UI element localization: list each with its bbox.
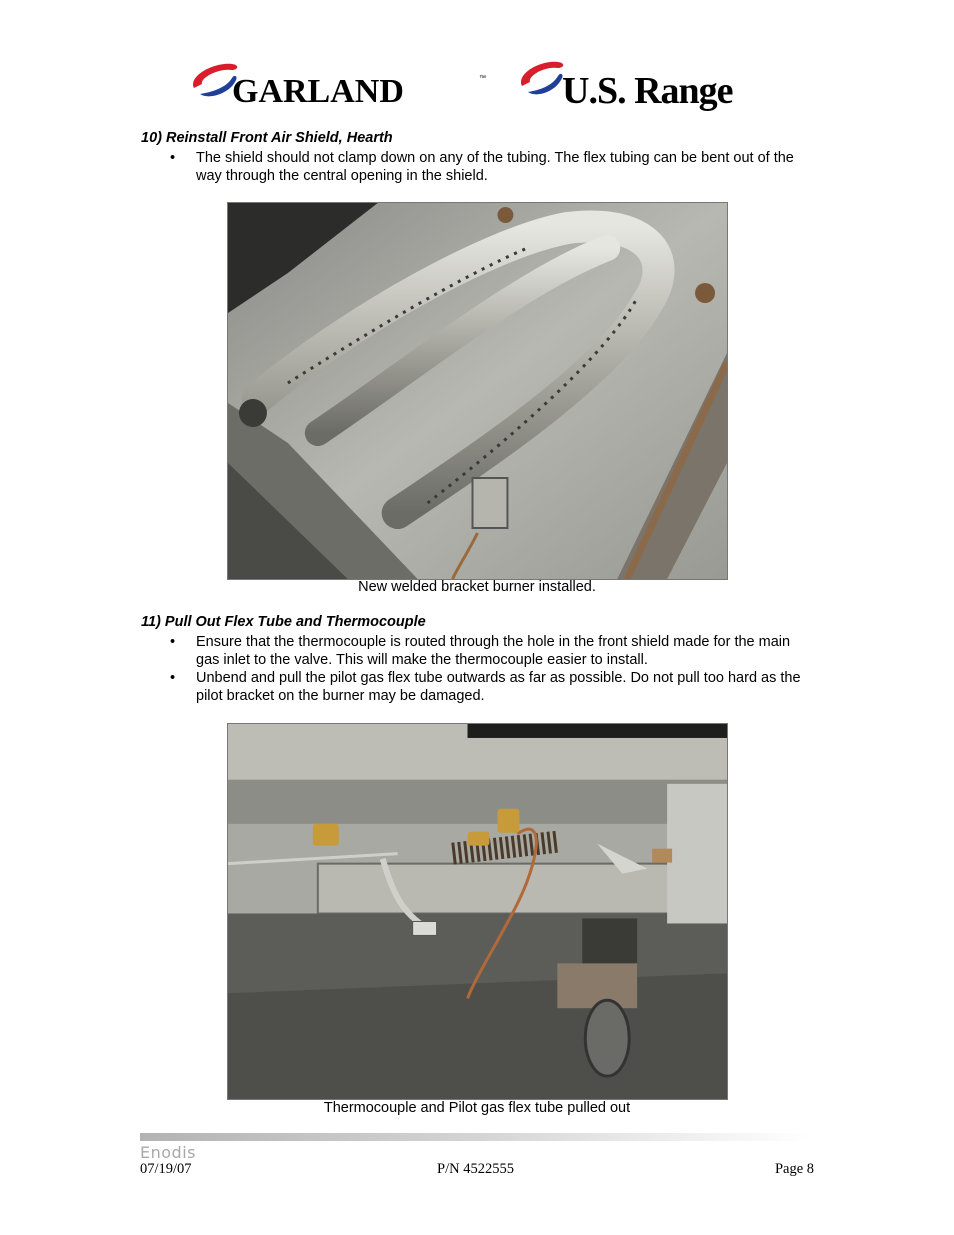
garland-wordmark: GARLAND <box>232 73 404 110</box>
footer-part-number: P/N 4522555 <box>437 1161 514 1177</box>
bullet-item: • Ensure that the thermocouple is routed through the hole in the front shield made for the main gas inlet to the valve. This will make the thermocouple easier to install. <box>170 633 815 669</box>
section-10-bullets <box>170 149 815 185</box>
thermocouple-photo <box>227 723 728 1100</box>
enodis-logo: Enodis <box>140 1143 196 1162</box>
garland-logo <box>186 50 496 120</box>
us-range-wordmark: U.S. Range <box>562 70 733 112</box>
footer-date: 07/19/07 <box>140 1161 192 1177</box>
section-10-heading: 10) Reinstall Front Air Shield, Hearth <box>141 130 393 146</box>
bullet-item: • The shield should not clamp down on any of the tubing. The flex tubing can be bent out of the way through the central opening in the shield. <box>170 149 815 185</box>
photo-caption: Thermocouple and Pilot gas flex tube pulled out <box>323 1100 631 1116</box>
header-logos <box>186 50 786 120</box>
bullet-item: • Unbend and pull the pilot gas flex tube outwards as far as possible. Do not pull too hard as the pilot bracket on the burner may be damaged. <box>170 669 815 705</box>
footer-page-number: Page 8 <box>774 1161 814 1177</box>
section-11-heading: 11) Pull Out Flex Tube and Thermocouple <box>141 614 426 630</box>
photo-caption: New welded bracket burner installed. <box>358 579 596 595</box>
us-range-logo <box>516 50 776 120</box>
trademark-mark: ™ <box>479 75 486 82</box>
burner-photo <box>227 202 728 580</box>
us-range-swoosh-icon <box>521 62 563 95</box>
footer-divider <box>140 1133 810 1141</box>
garland-swoosh-icon <box>193 64 237 97</box>
section-11-bullets <box>170 633 815 705</box>
